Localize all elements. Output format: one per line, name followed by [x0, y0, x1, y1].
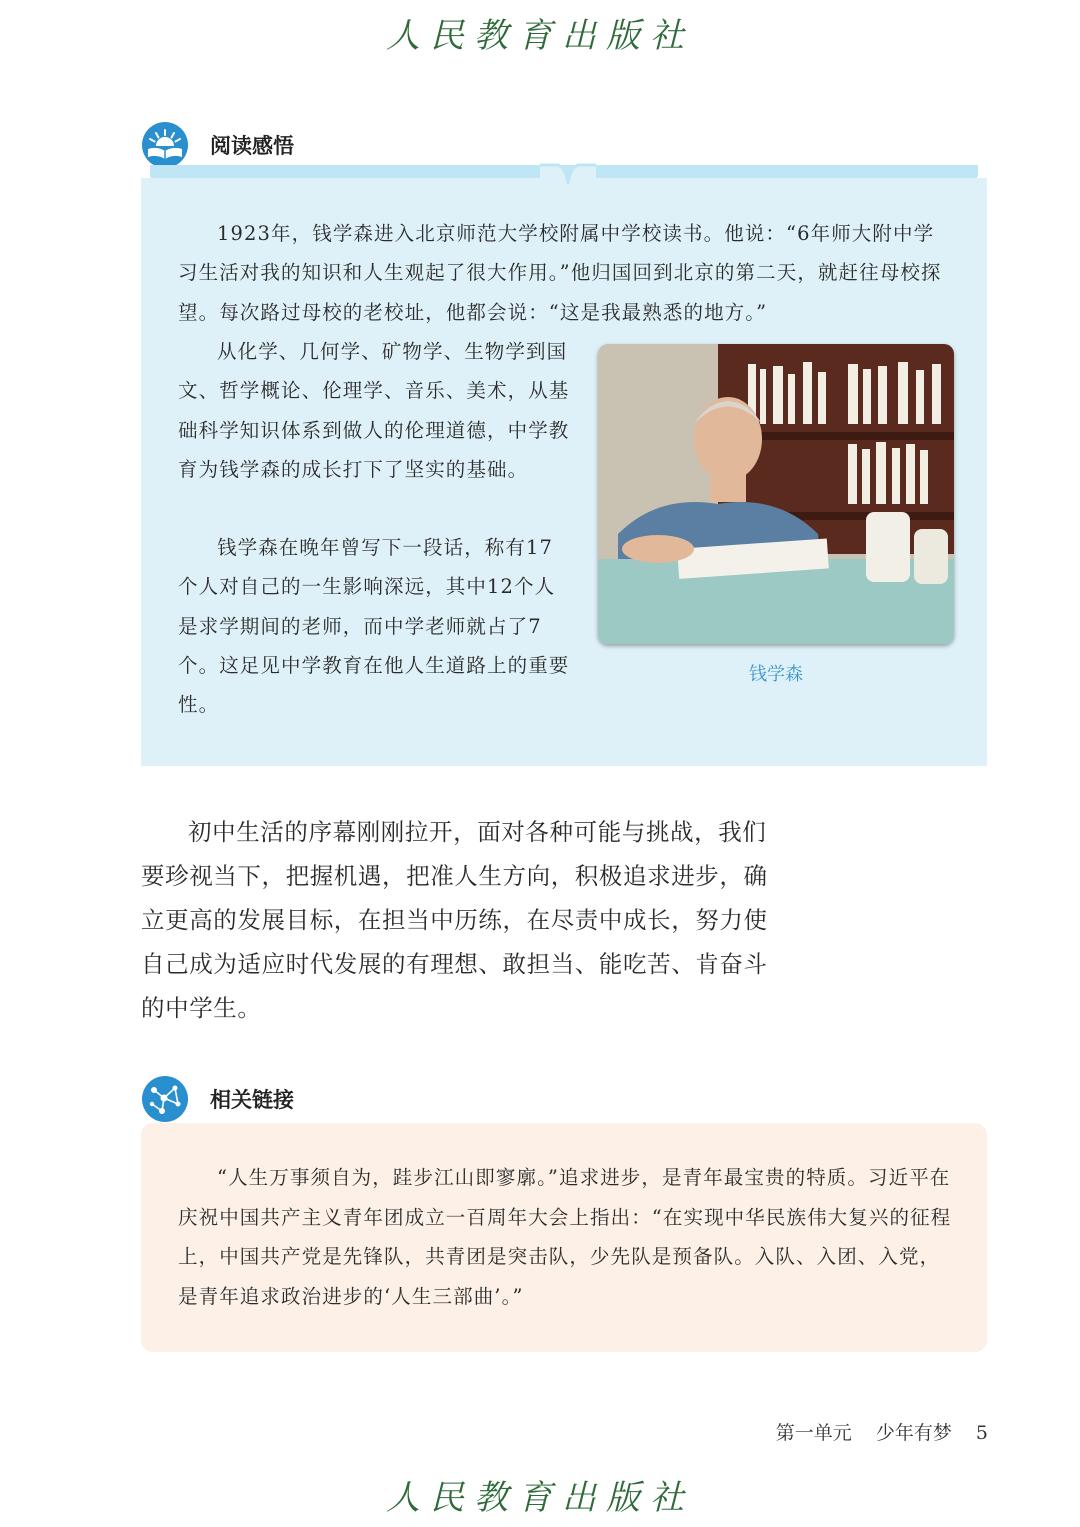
reading-box-notch: [540, 160, 596, 200]
links-paragraph: “人生万事须自为，跬步江山即寥廓。”追求进步，是青年最宝贵的特质。习近平在庆祝中国共产主义青年团成立一百周年大会上指出：“在实现中华民族伟大复兴的征程上，中国共产党是先锋队，共青团是突击队，少先队是预备队。入队、入团、入党，是青年追求政治进步的‘人生三部曲’。”: [178, 1166, 952, 1308]
open-book-sunrise-icon: [142, 122, 188, 168]
links-section-title: 相关链接: [210, 1088, 294, 1112]
page-footer: [758, 1418, 988, 1445]
page-number: 5: [975, 1422, 988, 1444]
reading-paragraph-3: 钱学森在晚年曾写下一段话，称有17个人对自己的一生影响深远，其中12个人是求学期间的老师，而中学老师就占了7个。这足见中学教育在他人生道路上的重要性。: [178, 536, 570, 717]
publisher-logo-top: 人民教育出版社: [386, 16, 694, 56]
publisher-logo-bottom: 人民教育出版社: [386, 1478, 694, 1518]
reading-paragraph-2: 从化学、几何学、矿物学、生物学到国文、哲学概论、伦理学、音乐、美术，从基础科学知识体系到做人的伦理道德，中学教育为钱学森的成长打下了坚实的基础。: [178, 340, 570, 481]
photo-caption: 钱学森: [749, 664, 803, 685]
links-section-header: [142, 1076, 294, 1122]
qian-xuesen-photo: [598, 344, 954, 644]
main-paragraph: 初中生活的序幕刚刚拉开，面对各种可能与挑战，我们要珍视当下，把握机遇，把准人生方向，积极追求进步，确立更高的发展目标，在担当中历练，在尽责中成长，努力使自己成为适应时代发展的有理想、敢担当、能吃苦、肯奋斗的中学生。: [141, 818, 768, 1022]
reading-section-header: [142, 122, 294, 168]
footer-unit: 第一单元: [775, 1422, 852, 1444]
reading-paragraph-1: 1923年，钱学森进入北京师范大学校附属中学校读书。他说：“6年师大附中学习生活对我的知识和人生观起了很大作用。”他归国回到北京的第二天，就赶往母校探望。每次路过母校的老校址，他都会说：“这是我最熟悉的地方。”: [178, 222, 942, 324]
network-nodes-icon: [142, 1076, 188, 1122]
footer-unit-title: 少年有梦: [875, 1422, 952, 1444]
reading-section-title: 阅读感悟: [210, 134, 294, 158]
